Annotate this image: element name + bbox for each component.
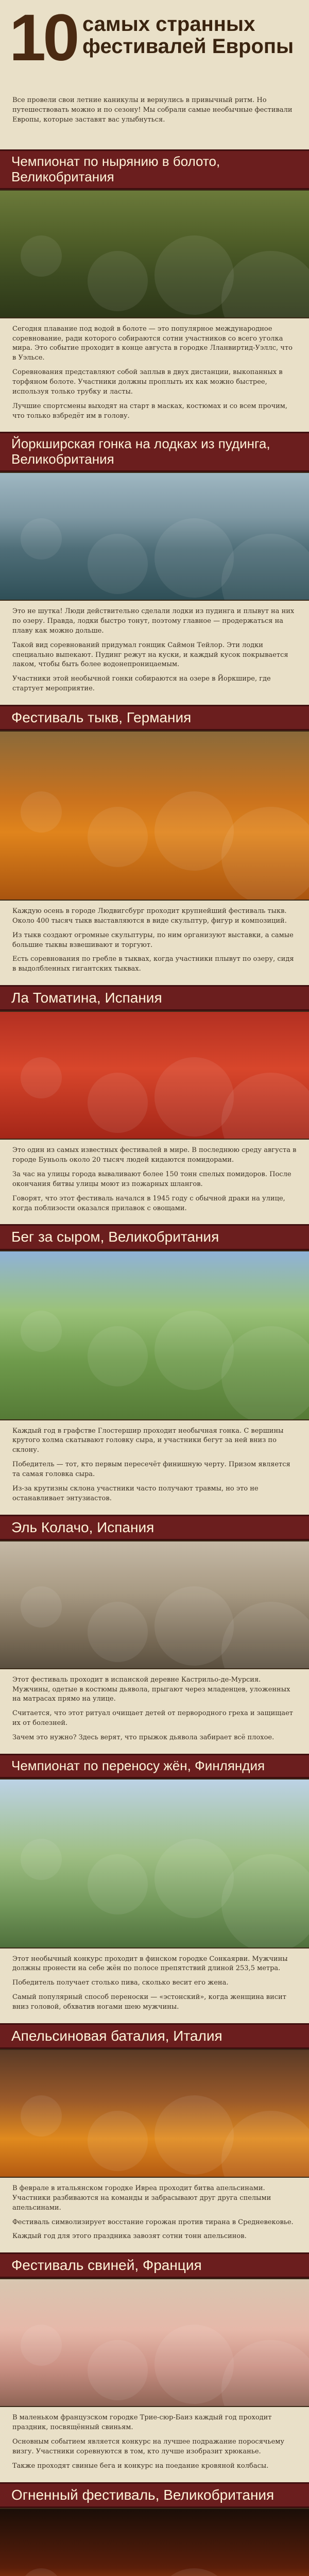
photo-detail bbox=[221, 1854, 309, 1948]
photo-detail bbox=[221, 1073, 309, 1140]
section-text bbox=[0, 1140, 309, 1224]
section-photo bbox=[0, 190, 309, 318]
paragraph: Фестиваль символизирует восстание горожан против тирана в Средневековье. bbox=[12, 2218, 294, 2226]
photo-detail bbox=[21, 1839, 62, 1880]
paragraph: Основным событием является конкурс на лучшее подражание поросячьему визгу. Участники соревнуются в том, кто лучше изобразит хрюканье. bbox=[12, 2438, 285, 2455]
section-title: Йоркширская гонка на лодках из пудинга, Великобритания bbox=[0, 432, 309, 472]
photo-detail bbox=[154, 2568, 234, 2576]
paragraph: Также проходят свиные бега и конкурс на поедание кровяной колбасы. bbox=[12, 2462, 269, 2470]
paragraph: Каждый год в графстве Глостершир проходит необычная гонка. С вершины крутого холма скатывают головку сыра, и участники бегут за ней вниз по склону. bbox=[12, 1427, 284, 1454]
photo-detail bbox=[221, 2111, 309, 2178]
section-title: Ла Томатина, Испания bbox=[0, 985, 309, 1011]
photo-detail bbox=[88, 1073, 148, 1133]
section-text bbox=[0, 2407, 309, 2482]
section-text bbox=[0, 901, 309, 985]
paragraph: Соревнования представляют собой заплыв в двух дистанции, выкопанных в торфяном болоте. Участники должны проплыть их как можно быстрее, используя только трубку и ласты. bbox=[12, 368, 283, 396]
section-title: Чемпионат по нырянию в болото, Великобритания bbox=[0, 149, 309, 190]
section-photo bbox=[0, 2278, 309, 2407]
paragraph: Это не шутка! Люди действительно сделали лодки из пудинга и плывут на них по озеру. Правда, лодки быстро тонут, поэтому главное — продержаться на плаву как можно дольше. bbox=[12, 607, 295, 635]
header-title: самых странных фестивалей Европы bbox=[82, 13, 294, 58]
photo-detail bbox=[88, 1602, 148, 1662]
photo-detail bbox=[88, 534, 148, 594]
paragraph: Этот необычный конкурс проходит в финском городке Сонкаярви. Мужчины должны пронести на себе жён по полосе препятствий длиной 253,5 метра. bbox=[12, 1955, 288, 1973]
photo-detail bbox=[221, 807, 309, 901]
section-photo bbox=[0, 2508, 309, 2576]
paragraph: В маленьком французском городке Трие-сюр-Баиз каждый год проходит праздник, посвящённый свиньям. bbox=[12, 2414, 272, 2432]
paragraph: Из-за крутизны склона участники часто получают травмы, но это не останавливает энтузиастов. bbox=[12, 1484, 259, 1502]
photo-detail bbox=[21, 1057, 62, 1098]
paragraph: Лучшие спортсмены выходят на старт в масках, костюмах и со всем прочим, что только взбредёт им в голову. bbox=[12, 402, 287, 420]
paragraph: Такой вид соревнований придумал гонщик Саймон Тейлор. Эти лодки специально выпекают. Пудинг режут на куски, и каждый кусок покрывается лаком, чтобы быть более водонепроницаемым. bbox=[12, 641, 288, 669]
photo-detail bbox=[88, 1326, 148, 1386]
paragraph: Участники этой необычной гонки собираются на озере в Йоркшире, где стартует мероприятие. bbox=[12, 675, 271, 693]
paragraph: Из тыкв создают огромные скульптуры, по ним организуют выставки, а самые большие тыквы взвешивают и торгуют. bbox=[12, 931, 294, 949]
photo-detail bbox=[21, 1586, 62, 1628]
photo-detail bbox=[21, 2095, 62, 2137]
photo-detail bbox=[221, 2340, 309, 2408]
section-text bbox=[0, 2178, 309, 2252]
section-title: Бег за сыром, Великобритания bbox=[0, 1224, 309, 1250]
photo-detail bbox=[221, 534, 309, 601]
paragraph: В феврале в итальянском городке Ивреа проходит битва апельсинами. Участники разбиваются на команды и забрасывают друг друга спелыми апельсинами. bbox=[12, 2184, 271, 2212]
section-photo bbox=[0, 2049, 309, 2178]
photo-detail bbox=[21, 1311, 62, 1352]
paragraph: Каждый год для этого праздника завозят сотни тонн апельсинов. bbox=[12, 2232, 247, 2241]
photo-detail bbox=[221, 1602, 309, 1669]
section-photo bbox=[0, 1011, 309, 1140]
photo-detail bbox=[88, 807, 148, 867]
paragraph: Победитель получает столько пива, сколько весит его жена. bbox=[12, 1979, 229, 1987]
section-text bbox=[0, 318, 309, 432]
section-title: Апельсиновая баталия, Италия bbox=[0, 2023, 309, 2049]
photo-detail bbox=[88, 1854, 148, 1914]
paragraph: Этот фестиваль проходит в испанской деревне Кастрильо-де-Мурсия. Мужчины, одетые в костюмы дьявола, прыгают через младенцев, уложенных на матрасах прямо на улице. bbox=[12, 1675, 290, 1703]
paragraph: Есть соревнования по гребле в тыквах, когда участники плывут по озеру, сидя в выдолбленных гигантских тыквах. bbox=[12, 955, 294, 973]
section-text bbox=[0, 601, 309, 705]
photo-detail bbox=[21, 2568, 62, 2576]
header-number: 10 bbox=[9, 1, 77, 75]
section-photo bbox=[0, 1250, 309, 1420]
section-title: Эль Колачо, Испания bbox=[0, 1515, 309, 1540]
section-photo bbox=[0, 1778, 309, 1948]
photo-detail bbox=[88, 2340, 148, 2400]
photo-detail bbox=[88, 2111, 148, 2171]
photo-detail bbox=[21, 235, 62, 277]
paragraph: Победитель — тот, кто первым пересечёт финишную черту. Призом является та самая головка сыра. bbox=[12, 1461, 290, 1478]
paragraph: Считается, что этот ритуал очищает детей от первородного греха и защищает их от болезней. bbox=[12, 1709, 293, 1727]
paragraph: Говорят, что этот фестиваль начался в 1945 году с обычной драки на улице, когда поблизости оказался прилавок с овощами. bbox=[12, 1194, 285, 1212]
paragraph: Каждую осень в городе Людвигсбург проходит крупнейший фестиваль тыкв. Около 400 тысяч тыкв выставляются в виде скульптур, фигур и композиций. bbox=[12, 907, 287, 925]
section-text bbox=[0, 1948, 309, 2023]
section-photo bbox=[0, 731, 309, 901]
sections bbox=[0, 149, 309, 2576]
section-photo bbox=[0, 1540, 309, 1669]
paragraph: Сегодня плавание под водой в болоте — это популярное международное соревнование, ради которого собираются сотни участников со всего уголка мира. Это событие проходит в конце августа в городке Лланвиртид-Уэллс, что в Уэльсе. bbox=[12, 325, 293, 362]
intro-text: Все провели свои летние каникулы и вернулись в привычный ритм. Но путешествовать можно и по сезону! Мы собрали самые необычные фестивали Европы, которые заставят вас улыбнуться. bbox=[12, 96, 293, 124]
photo-detail bbox=[88, 251, 148, 311]
section-text bbox=[0, 1420, 309, 1515]
paragraph: За час на улицы города вываливают более 150 тонн спелых помидоров. После окончания битвы улицы моют из пожарных шлангов. bbox=[12, 1171, 291, 1188]
photo-detail bbox=[221, 1326, 309, 1420]
section-title: Чемпионат по переносу жён, Финляндия bbox=[0, 1754, 309, 1778]
section-text bbox=[0, 1669, 309, 1754]
photo-detail bbox=[21, 2325, 62, 2366]
paragraph: Самый популярный способ переноски — «эстонский», когда женщина висит вниз головой, обхватив ногами шею мужчины. bbox=[12, 1993, 286, 2011]
paragraph: Зачем это нужно? Здесь верят, что прыжок дьявола забирает всё плохое. bbox=[12, 1733, 274, 1741]
photo-detail bbox=[221, 251, 309, 318]
section-photo bbox=[0, 472, 309, 601]
section-title: Огненный фестиваль, Великобритания bbox=[0, 2482, 309, 2508]
section-title: Фестиваль свиней, Франция bbox=[0, 2252, 309, 2278]
paragraph: Это один из самых известных фестивалей в мире. В последнюю среду августа в городе Буньоль около 20 тысяч людей кидаются помидорами. bbox=[12, 1146, 297, 1164]
section-title: Фестиваль тыкв, Германия bbox=[0, 705, 309, 731]
header bbox=[0, 0, 309, 93]
photo-detail bbox=[21, 518, 62, 560]
photo-detail bbox=[21, 791, 62, 833]
